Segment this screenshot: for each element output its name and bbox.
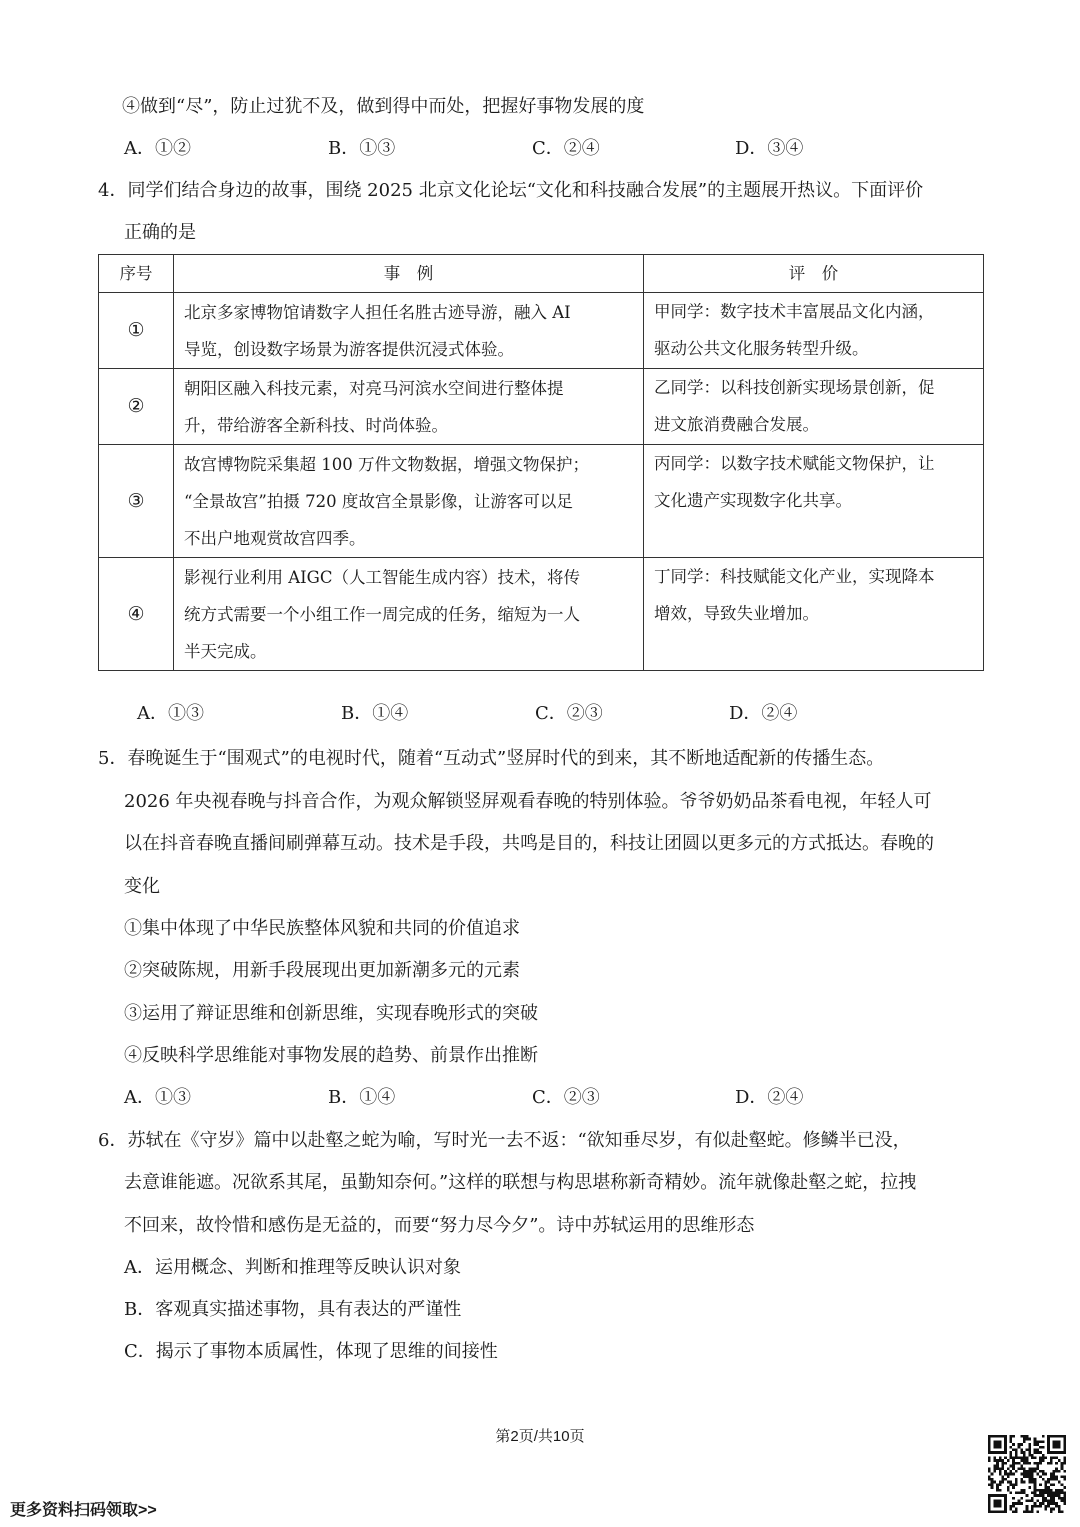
- header-evaluation: 评 价: [644, 255, 984, 293]
- table-row: [99, 369, 984, 445]
- table-row: [99, 293, 984, 369]
- q3-option-d: D．③④: [735, 138, 804, 159]
- row-evaluation: [644, 558, 984, 671]
- q6-stem-line-2: 去意谁能遮。况欲系其尾，虽勤知奈何。”这样的联想与构思堪称新奇精妙。流年就像赴壑之蛇，拉拽: [124, 1172, 917, 1193]
- q6-option-a: A．运用概念、判断和推理等反映认识对象: [124, 1257, 461, 1278]
- q5-stem-line-1: 5．春晚诞生于“围观式”的电视时代，随着“互动式”竖屏时代的到来，其不断地适配新的传播生态。: [98, 748, 885, 769]
- q5-option-d: D．②④: [735, 1087, 804, 1108]
- example-line: “全景故宫”拍摄 720 度故宫全景影像，让游客可以足: [184, 491, 573, 511]
- header-number: 序号: [99, 255, 174, 293]
- qr-code-icon[interactable]: [988, 1435, 1066, 1513]
- header-example: 事 例: [174, 255, 644, 293]
- q5-option-a: A．①③: [124, 1087, 191, 1108]
- table-row: [99, 445, 984, 558]
- q3-option-c: C．②④: [532, 138, 600, 159]
- q4-stem-line-2: 正确的是: [124, 222, 196, 243]
- q4-table: [98, 254, 984, 671]
- q5-stem-line-3: 以在抖音春晚直播间刷弹幕互动。技术是手段，共鸣是目的，科技让团圆以更多元的方式抵达。春晚的: [124, 833, 934, 854]
- example-line: 影视行业利用 AIGC（人工智能生成内容）技术，将传: [184, 567, 580, 587]
- row-number: ③: [99, 445, 174, 558]
- example-line: 半天完成。: [184, 641, 267, 661]
- evaluation-line: 驱动公共文化服务转型升级。: [654, 339, 869, 358]
- row-example: [174, 445, 644, 558]
- evaluation-line: 丁同学：科技赋能文化产业，实现降本: [654, 567, 935, 586]
- q5-item-4: ④反映科学思维能对事物发展的趋势、前景作出推断: [124, 1045, 538, 1066]
- q4-option-a: A．①③: [137, 703, 204, 724]
- row-number: ④: [99, 558, 174, 671]
- example-line: 统方式需要一个小组工作一周完成的任务，缩短为一人: [184, 604, 580, 624]
- evaluation-line: 丙同学：以数字技术赋能文物保护，让: [654, 454, 935, 473]
- q4-option-d: D．②④: [729, 703, 798, 724]
- q4-option-b: B．①④: [341, 703, 409, 724]
- example-line: 不出户地观赏故宫四季。: [184, 528, 366, 548]
- evaluation-line: 文化遗产实现数字化共享。: [654, 491, 852, 510]
- q6-stem-line-1: 6．苏轼在《守岁》篇中以赴壑之蛇为喻，写时光一去不返：“欲知垂尽岁，有似赴壑蛇。修鳞半已没，: [98, 1130, 911, 1151]
- q5-stem-line-4: 变化: [124, 876, 160, 897]
- row-example: [174, 369, 644, 445]
- row-number: ①: [99, 293, 174, 369]
- row-evaluation: [644, 293, 984, 369]
- q5-item-2: ②突破陈规，用新手段展现出更加新潮多元的元素: [124, 960, 520, 981]
- row-example: [174, 558, 644, 671]
- q3-option-a: A．①②: [124, 138, 191, 159]
- q4-stem-line-1: 4．同学们结合身边的故事，围绕 2025 北京文化论坛“文化和科技融合发展”的主题展开热议。下面评价: [98, 180, 924, 201]
- q4-option-c: C．②③: [535, 703, 603, 724]
- q5-stem-line-2: 2026 年央视春晚与抖音合作，为观众解锁竖屏观看春晚的特别体验。爷爷奶奶品茶看电视，年轻人可: [124, 791, 932, 812]
- example-line: 故宫博物院采集超 100 万件文物数据，增强文物保护；: [184, 454, 589, 474]
- q3-item-4: ④做到“尽”，防止过犹不及，做到得中而处，把握好事物发展的度: [122, 96, 645, 117]
- example-line: 升，带给游客全新科技、时尚体验。: [184, 415, 448, 435]
- page-number: 第2页/共10页: [495, 1428, 585, 1445]
- row-example: [174, 293, 644, 369]
- example-line: 朝阳区融入科技元素，对亮马河滨水空间进行整体提: [184, 378, 564, 398]
- table-row: [99, 558, 984, 671]
- q3-option-b: B．①③: [328, 138, 396, 159]
- evaluation-line: 增效，导致失业增加。: [654, 604, 819, 623]
- evaluation-line: 进文旅消费融合发展。: [654, 415, 819, 434]
- promo-text[interactable]: 更多资料扫码领取>>: [10, 1502, 157, 1519]
- q6-stem-line-3: 不回来，故怜惜和感伤是无益的，而要“努力尽今夕”。诗中苏轼运用的思维形态: [124, 1215, 755, 1236]
- evaluation-line: 甲同学：数字技术丰富展品文化内涵，: [654, 302, 935, 321]
- row-number: ②: [99, 369, 174, 445]
- example-line: 北京多家博物馆请数字人担任名胜古迹导游，融入 AI: [184, 302, 571, 322]
- row-evaluation: [644, 445, 984, 558]
- q5-option-c: C．②③: [532, 1087, 600, 1108]
- q4-table-header: [99, 255, 984, 293]
- q6-option-c: C．揭示了事物本质属性，体现了思维的间接性: [124, 1341, 498, 1362]
- evaluation-line: 乙同学：以科技创新实现场景创新，促: [654, 378, 935, 397]
- example-line: 导览，创设数字场景为游客提供沉浸式体验。: [184, 339, 514, 359]
- row-evaluation: [644, 369, 984, 445]
- q5-item-3: ③运用了辩证思维和创新思维，实现春晚形式的突破: [124, 1003, 538, 1024]
- q6-option-b: B．客观真实描述事物，具有表达的严谨性: [124, 1299, 462, 1320]
- q5-item-1: ①集中体现了中华民族整体风貌和共同的价值追求: [124, 918, 520, 939]
- q5-option-b: B．①④: [328, 1087, 396, 1108]
